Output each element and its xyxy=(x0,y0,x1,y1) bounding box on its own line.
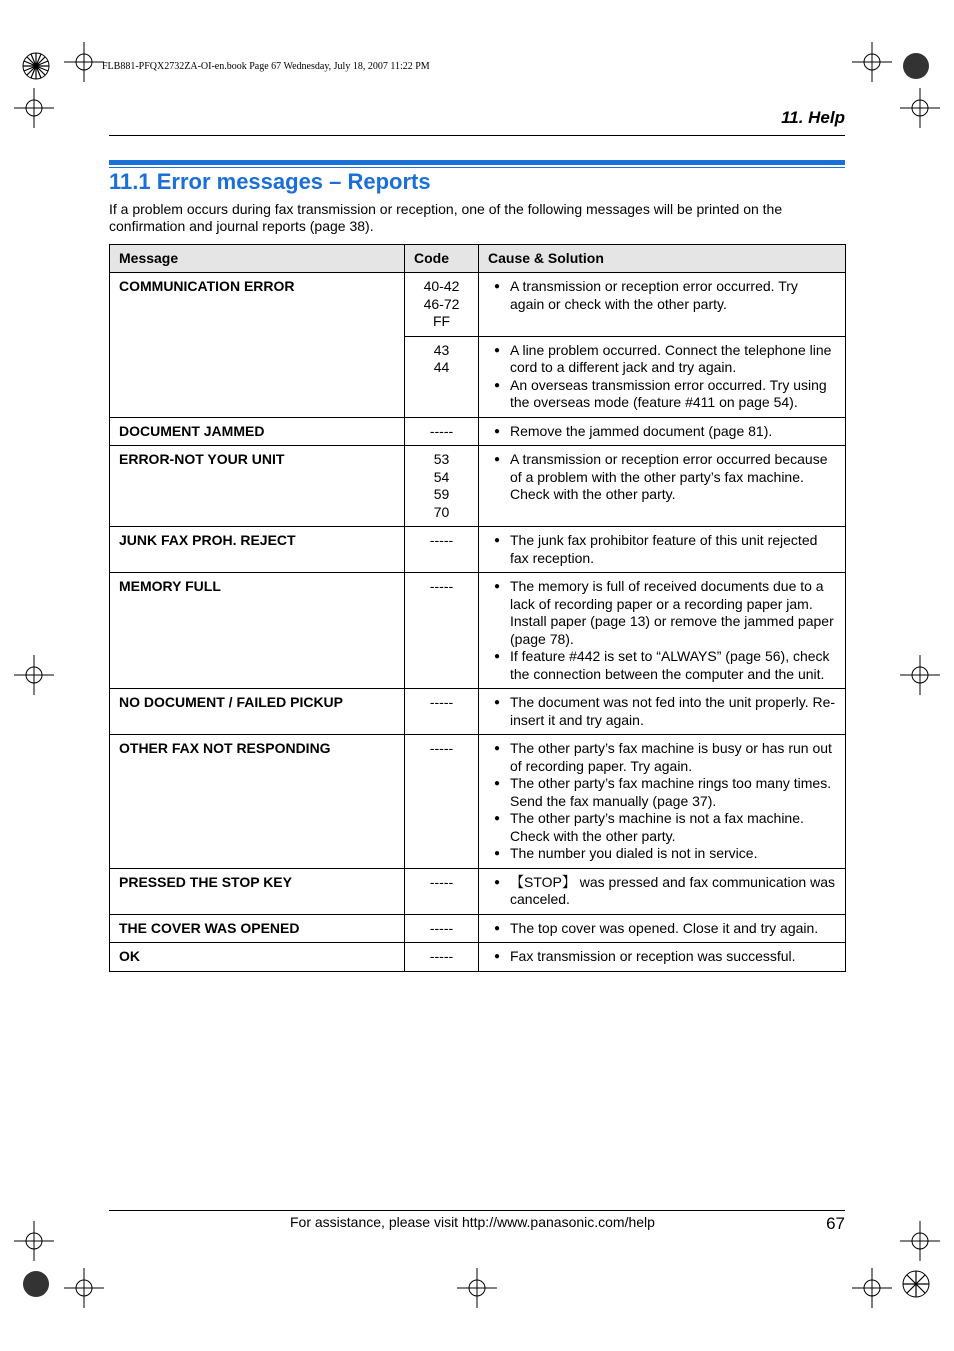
title-bar xyxy=(109,160,845,165)
cause-cell xyxy=(479,914,846,943)
code-cell xyxy=(405,868,479,914)
cause-item: ● A transmission or reception error occurred. Try again or check with the other party. xyxy=(488,278,836,313)
cause-item: ● A transmission or reception error occurred because of a problem with the other party’s fax machine. Check with the other party. xyxy=(488,451,836,504)
cause-item: ● The other party’s fax machine is busy or has run out of recording paper. Try again. xyxy=(488,740,836,775)
code-value: ----- xyxy=(429,422,454,439)
code-value: ----- xyxy=(429,578,454,594)
cause-cell xyxy=(479,527,846,573)
code-value: 70 xyxy=(433,503,450,520)
crosshair-icon xyxy=(14,1221,54,1261)
cause-cell xyxy=(479,868,846,914)
message-cell: MEMORY FULL xyxy=(110,573,405,689)
code-value: 40-42 xyxy=(423,278,460,294)
code-value: FF xyxy=(432,313,451,329)
table-row xyxy=(110,914,846,943)
table-row xyxy=(110,273,846,337)
print-crop-info: FLB881-PFQX2732ZA-OI-en.book Page 67 Wednesday, July 18, 2007 11:22 PM xyxy=(102,61,430,72)
code-value: ----- xyxy=(429,948,454,964)
message-cell: ERROR-NOT YOUR UNIT xyxy=(110,446,405,527)
page-title: 11.1 Error messages – Reports xyxy=(109,169,431,194)
code-value: ----- xyxy=(429,919,454,936)
table-row xyxy=(110,573,846,689)
cause-item: ● The memory is full of received documents due to a lack of recording paper or a recording paper jam. Install paper (page 13) or remove the jammed paper (page 78). xyxy=(488,578,836,648)
footer-rule xyxy=(109,1210,845,1211)
cause-item: ● The number you dialed is not in service. xyxy=(488,845,836,863)
crosshair-icon xyxy=(64,42,104,82)
code-value: 43 xyxy=(433,341,450,358)
cause-cell xyxy=(479,336,846,417)
cause-item: ● The top cover was opened. Close it and try again. xyxy=(488,920,836,938)
code-value: 44 xyxy=(433,359,450,375)
cause-cell xyxy=(479,735,846,869)
cause-cell xyxy=(479,417,846,446)
cause-cell xyxy=(479,573,846,689)
code-cell xyxy=(405,573,479,689)
intro-paragraph: If a problem occurs during fax transmission or reception, one of the following messages will be printed on the confirmation and journal reports (page 38). xyxy=(109,201,783,234)
cause-item: ● The junk fax prohibitor feature of this unit rejected fax reception. xyxy=(488,532,836,567)
table-row xyxy=(110,735,846,869)
footer-assistance: For assistance, please visit http://www.panasonic.com/help xyxy=(290,1214,655,1230)
cause-item: ● 【STOP】 was pressed and fax communication was canceled. xyxy=(488,874,836,909)
crosshair-icon xyxy=(457,1268,497,1308)
cause-item: ● The document was not fed into the unit properly. Re-insert it and try again. xyxy=(488,694,836,729)
code-cell xyxy=(405,446,479,527)
table-header-row xyxy=(110,245,846,273)
table-row xyxy=(110,527,846,573)
code-value: 59 xyxy=(433,486,450,502)
crosshair-icon xyxy=(900,1221,940,1261)
code-value: 54 xyxy=(433,468,450,485)
code-value: 46-72 xyxy=(423,295,460,312)
code-cell xyxy=(405,273,479,337)
page-number: 67 xyxy=(826,1214,845,1233)
cause-cell xyxy=(479,943,846,972)
code-cell xyxy=(405,735,479,869)
column-header-cause: Cause & Solution xyxy=(479,245,846,273)
message-cell: JUNK FAX PROH. REJECT xyxy=(110,527,405,573)
crosshair-icon xyxy=(64,1268,104,1308)
cause-item: ● An overseas transmission error occurred. Try using the overseas mode (feature #411 on page 54). xyxy=(488,377,836,412)
message-cell: NO DOCUMENT / FAILED PICKUP xyxy=(110,689,405,735)
code-cell xyxy=(405,943,479,972)
crosshair-icon xyxy=(900,655,940,695)
table-row xyxy=(110,689,846,735)
table-row xyxy=(110,943,846,972)
title-bar-thin xyxy=(109,167,845,168)
header-rule xyxy=(109,135,845,136)
table-row xyxy=(110,446,846,527)
table-row xyxy=(110,868,846,914)
crosshair-icon xyxy=(14,655,54,695)
code-value: ----- xyxy=(429,532,454,548)
code-value: ----- xyxy=(429,694,454,710)
crosshair-icon xyxy=(14,88,54,128)
message-cell: OK xyxy=(110,943,405,972)
code-value: 53 xyxy=(433,451,450,467)
message-cell: DOCUMENT JAMMED xyxy=(110,417,405,446)
message-cell: THE COVER WAS OPENED xyxy=(110,914,405,943)
code-value: ----- xyxy=(429,740,454,756)
error-messages-table xyxy=(109,244,846,972)
column-header-message: Message xyxy=(110,245,405,273)
message-cell: COMMUNICATION ERROR xyxy=(110,273,405,418)
registration-mark-icon xyxy=(900,50,932,82)
cause-cell xyxy=(479,446,846,527)
cause-item: ● A line problem occurred. Connect the telephone line cord to a different jack and try again. xyxy=(488,342,836,377)
message-cell: PRESSED THE STOP KEY xyxy=(110,868,405,914)
crosshair-icon xyxy=(852,42,892,82)
code-cell xyxy=(405,527,479,573)
cause-item: ● Remove the jammed document (page 81). xyxy=(488,423,836,441)
cause-item: ● The other party’s machine is not a fax machine. Check with the other party. xyxy=(488,810,836,845)
cause-item: ● If feature #442 is set to “ALWAYS” (page 56), check the connection between the computer and the unit. xyxy=(488,648,836,683)
registration-mark-icon xyxy=(900,1268,932,1300)
cause-item: ● The other party’s fax machine rings too many times. Send the fax manually (page 37). xyxy=(488,775,836,810)
cause-item: ● Fax transmission or reception was successful. xyxy=(488,948,836,966)
code-cell xyxy=(405,417,479,446)
code-cell xyxy=(405,914,479,943)
registration-mark-icon xyxy=(20,50,52,82)
registration-mark-icon xyxy=(20,1268,52,1300)
cause-cell xyxy=(479,689,846,735)
code-cell xyxy=(405,336,479,417)
table-row xyxy=(110,417,846,446)
section-label: 11. Help xyxy=(781,108,845,127)
crosshair-icon xyxy=(900,88,940,128)
cause-cell xyxy=(479,273,846,337)
code-value: ----- xyxy=(429,873,454,890)
table-body xyxy=(110,273,846,972)
crosshair-icon xyxy=(852,1268,892,1308)
message-cell: OTHER FAX NOT RESPONDING xyxy=(110,735,405,869)
code-cell xyxy=(405,689,479,735)
column-header-code: Code xyxy=(405,245,479,273)
